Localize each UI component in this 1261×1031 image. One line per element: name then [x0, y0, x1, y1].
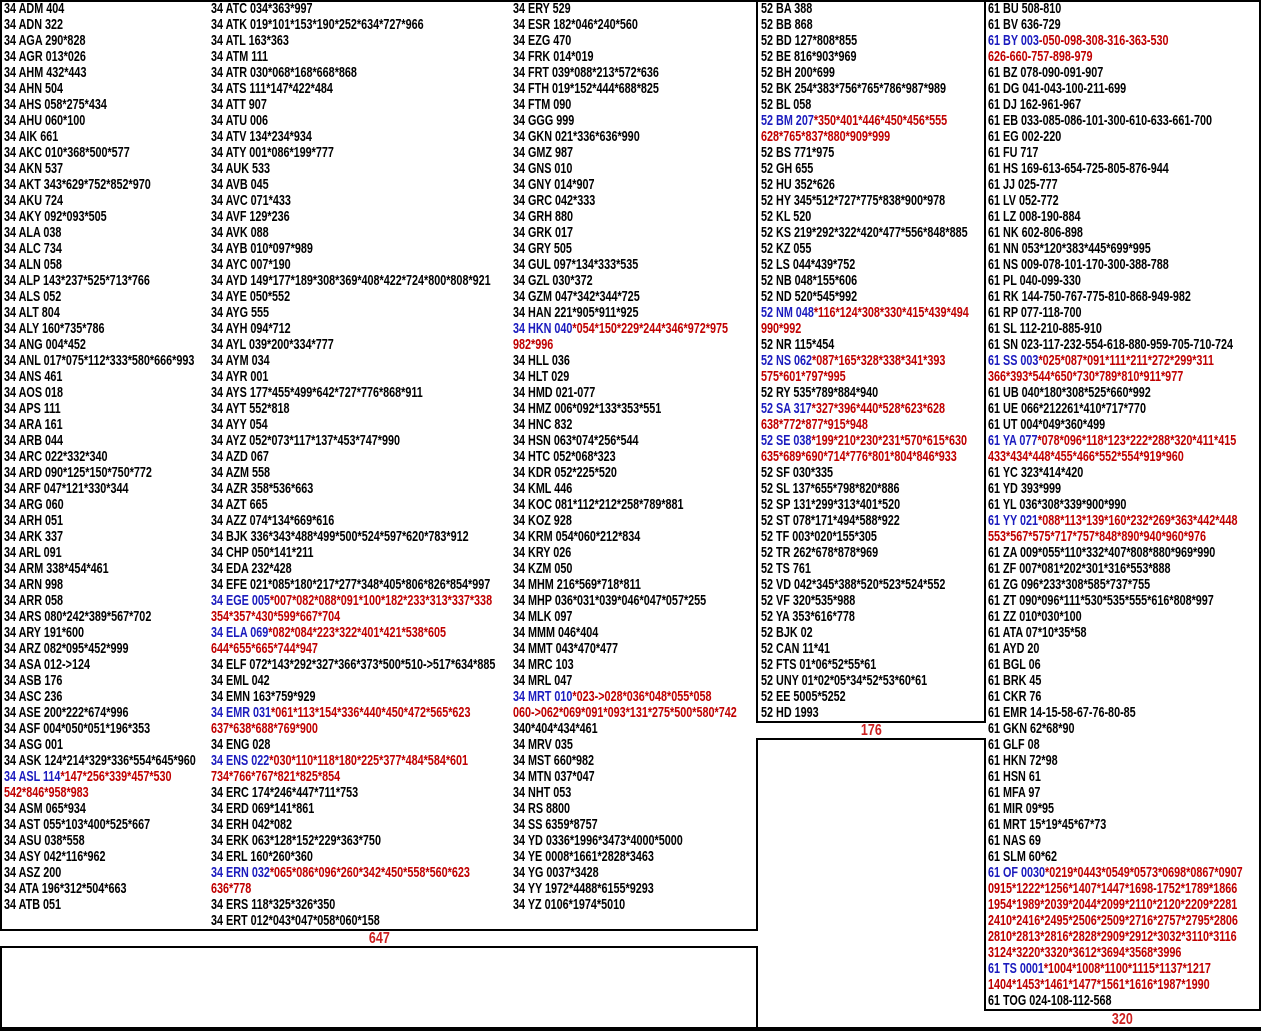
entry-line: 34 ERT 012*043*047*058*060*158 [211, 912, 380, 929]
entry-line: 34 ALY 160*735*786 [4, 320, 105, 337]
entry-line: 52 SA 317*327*396*440*528*623*628 [761, 400, 945, 417]
entry-line: 52 GH 655 [761, 160, 814, 177]
entry-line: 52 UNY 01*02*05*34*52*53*60*61 [761, 672, 928, 689]
entry-line: 34 ANS 461 [4, 368, 63, 385]
entry-line: 34 ERC 174*246*447*711*753 [211, 784, 359, 801]
entry-line: 61 HKN 72*98 [988, 752, 1058, 769]
entry-line: 34 ASM 065*934 [4, 800, 86, 817]
entry-line: 34 ATC 034*363*997 [211, 0, 313, 17]
entry-line: 34 ATU 006 [211, 112, 269, 129]
entry-line: 34 YG 0037*3428 [513, 864, 599, 881]
entry-line: 34 ELF 072*143*292*327*366*373*500*510->517*634*885 [211, 656, 496, 673]
entry-line: 2810*2813*2816*2828*2909*2912*3032*3110*3116 [988, 928, 1237, 945]
entry-line: 34 GZM 047*342*344*725 [513, 288, 640, 305]
entry-line: 52 VD 042*345*388*520*523*524*552 [761, 576, 946, 593]
entry-line: 34 AUK 533 [211, 160, 271, 177]
entry-line: 34 AYD 149*177*189*308*369*408*422*724*800*808*921 [211, 272, 491, 289]
entry-line: 61 LZ 008-190-884 [988, 208, 1081, 225]
entry-line: 61 ATA 07*10*35*58 [988, 624, 1087, 641]
entry-line: 34 FTM 090 [513, 96, 572, 113]
entry-line: 34 AYM 034 [211, 352, 270, 369]
entry-line: 34 AZR 358*536*663 [211, 480, 314, 497]
entry-line: 61 EG 002-220 [988, 128, 1062, 145]
entry-line: 34 ERH 042*082 [211, 816, 293, 833]
entry-line: 52 BL 058 [761, 96, 812, 113]
entry-line: 34 ERL 160*260*360 [211, 848, 313, 865]
entry-line: 34 AYB 010*097*989 [211, 240, 313, 257]
entry-line: 34 KOZ 928 [513, 512, 572, 529]
entry-line: 542*846*958*983 [4, 784, 89, 801]
entry-line: 34 AGA 290*828 [4, 32, 86, 49]
entry-line: 34 AKY 092*093*505 [4, 208, 107, 225]
entry-line: 52 HY 345*512*727*775*838*900*978 [761, 192, 946, 209]
entry-line: 34 AZZ 074*134*669*616 [211, 512, 335, 529]
entry-line: 34 ASB 176 [4, 672, 63, 689]
entry-line: 52 KL 520 [761, 208, 812, 225]
entry-line: 34 AST 055*103*400*525*667 [4, 816, 151, 833]
entry-line: 34 GRH 880 [513, 208, 574, 225]
entry-line: 52 NR 115*454 [761, 336, 835, 353]
entry-line: 61 YC 323*414*420 [988, 464, 1084, 481]
entry-line: 61 YY 021*088*113*139*160*232*269*363*442*448 [988, 512, 1238, 529]
entry-line: 34 KRM 054*060*212*834 [513, 528, 641, 545]
entry-line: 34 ERD 069*141*861 [211, 800, 315, 817]
entry-line: 433*434*448*455*466*552*554*919*960 [988, 448, 1184, 465]
entry-line: 2410*2416*2495*2506*2509*2716*2757*2795*2806 [988, 912, 1238, 929]
entry-line: 52 BK 254*383*756*765*786*987*989 [761, 80, 946, 97]
entry-line: 34 YD 0336*1996*3473*4000*5000 [513, 832, 683, 849]
entry-line: 61 ZG 096*233*308*585*737*755 [988, 576, 1151, 593]
entry-line: 626-660-757-898-979 [988, 48, 1093, 65]
entry-line: 34 AHS 058*275*434 [4, 96, 107, 113]
entry-line: 34 ARZ 082*095*452*999 [4, 640, 129, 657]
entry-line: 34 KOC 081*112*212*258*789*881 [513, 496, 684, 513]
entry-line: 734*766*767*821*825*854 [211, 768, 341, 785]
entry-line: 34 ALC 734 [4, 240, 62, 257]
entry-line: 34 ATK 019*101*153*190*252*634*727*966 [211, 16, 424, 33]
entry-line: 52 BD 127*808*855 [761, 32, 858, 49]
entry-line: 61 SS 003*025*087*091*111*211*272*299*311 [988, 352, 1214, 369]
entry-line: 52 ND 520*545*992 [761, 288, 858, 305]
entry-line: 34 ARR 058 [4, 592, 64, 609]
entry-line: 34 ATM 111 [211, 48, 269, 65]
entry-line: 34 ARM 338*454*461 [4, 560, 109, 577]
entry-line: 34 GZL 030*372 [513, 272, 593, 289]
entry-line: 61 CKR 76 [988, 688, 1042, 705]
entry-line: 34 MHM 216*569*718*811 [513, 576, 641, 593]
entry-line: 34 ATB 051 [4, 896, 62, 913]
entry-line: 1954*1989*2039*2044*2099*2110*2120*2209*2281 [988, 896, 1238, 913]
entry-line: 34 ATT 907 [211, 96, 267, 113]
entry-line: 34 AVB 045 [211, 176, 269, 193]
entry-line: 61 NAS 69 [988, 832, 1041, 849]
column-52 [761, 1, 969, 721]
column-34-1 [4, 1, 196, 913]
entry-line: 52 SL 137*655*798*820*886 [761, 480, 900, 497]
entry-line: 34 ALP 143*237*525*713*766 [4, 272, 150, 289]
entry-line: 52 TR 262*678*878*969 [761, 544, 879, 561]
entry-line: 34 AYE 050*552 [211, 288, 291, 305]
entry-line: 34 HKN 040*054*150*229*244*346*972*975 [513, 320, 728, 337]
entry-line: 61 MRT 15*19*45*67*73 [988, 816, 1107, 833]
entry-line: 636*778 [211, 880, 252, 897]
entry-line: 34 ENS 022*030*110*118*180*225*377*484*584*601 [211, 752, 469, 769]
entry-line: 34 ASZ 200 [4, 864, 62, 881]
entry-line: 34 AYC 007*190 [211, 256, 291, 273]
entry-line: 1404*1453*1461*1477*1561*1616*1987*1990 [988, 976, 1210, 993]
total-row-52 [756, 721, 986, 740]
entry-line: 34 ARC 022*332*340 [4, 448, 108, 465]
entry-line: 52 SE 038*199*210*230*231*570*615*630 [761, 432, 968, 449]
entry-line: 61 EMR 14-15-58-67-76-80-85 [988, 704, 1136, 721]
entry-line: 61 MFA 97 [988, 784, 1041, 801]
entry-line: 52 NB 048*155*606 [761, 272, 858, 289]
entry-line: 61 EB 033-085-086-101-300-610-633-661-700 [988, 112, 1212, 129]
entry-line: 52 NM 048*116*124*308*330*415*439*494 [761, 304, 969, 321]
entry-line: 34 ASA 012->124 [4, 656, 90, 673]
entry-line: 34 ASE 200*222*674*996 [4, 704, 129, 721]
entry-line: 34 MTN 037*047 [513, 768, 595, 785]
entry-line: 34 MRC 103 [513, 656, 574, 673]
entry-line: 61 HSN 61 [988, 768, 1041, 785]
entry-line: 34 GUL 097*134*333*535 [513, 256, 639, 273]
entry-line: 34 ARY 191*600 [4, 624, 85, 641]
entry-line: 34 FRT 039*088*213*572*636 [513, 64, 659, 81]
entry-line: 34 ATA 196*312*504*663 [4, 880, 127, 897]
entry-line: 644*655*665*744*947 [211, 640, 318, 657]
bottom-border [0, 1027, 1261, 1031]
entry-line: 34 GRK 017 [513, 224, 574, 241]
entry-line: 34 ERY 529 [513, 0, 571, 17]
entry-line: 34 ATS 111*147*422*484 [211, 80, 333, 97]
entry-line: 34 ARH 051 [4, 512, 64, 529]
entry-line: 553*567*575*717*757*848*890*940*960*976 [988, 528, 1207, 545]
entry-line: 34 RS 8800 [513, 800, 571, 817]
entry-line: 34 GNS 010 [513, 160, 573, 177]
entry-line: 34 ERS 118*325*326*350 [211, 896, 336, 913]
entry-line: 34 AYH 094*712 [211, 320, 291, 337]
entry-line: 34 AKT 343*629*752*852*970 [4, 176, 151, 193]
entry-line: 34 ANG 004*452 [4, 336, 86, 353]
entry-line: 61 NS 009-078-101-170-300-388-788 [988, 256, 1169, 273]
entry-line: 34 MMT 043*470*477 [513, 640, 619, 657]
entry-line: 34 ESR 182*046*240*560 [513, 16, 638, 33]
entry-line: 61 NK 602-806-898 [988, 224, 1083, 241]
entry-line: 34 FRK 014*019 [513, 48, 594, 65]
entry-line: 34 ARB 044 [4, 432, 64, 449]
entry-line: 34 AHM 432*443 [4, 64, 87, 81]
entry-line: 61 DG 041-043-100-211-699 [988, 80, 1127, 97]
entry-line: 34 NHT 053 [513, 784, 572, 801]
entry-line: 34 KZM 050 [513, 560, 573, 577]
entry-line: 61 UT 004*049*360*499 [988, 416, 1106, 433]
entry-line: 34 ANL 017*075*112*333*580*666*993 [4, 352, 195, 369]
entry-line: 61 SL 112-210-885-910 [988, 320, 1102, 337]
entry-line: 34 MLK 097 [513, 608, 573, 625]
entry-line: 61 ZA 009*055*110*332*407*808*880*969*990 [988, 544, 1216, 561]
entry-line: 34 HSN 063*074*256*544 [513, 432, 639, 449]
entry-line: 52 KS 219*292*322*420*477*556*848*885 [761, 224, 968, 241]
total-row-61 [984, 1009, 1261, 1027]
entry-line: 61 ZT 090*096*111*530*535*555*616*808*997 [988, 592, 1214, 609]
entry-line: 61 JJ 025-777 [988, 176, 1058, 193]
entry-line: 34 AZT 665 [211, 496, 268, 513]
entry-line: 52 BM 207*350*401*446*450*456*555 [761, 112, 948, 129]
entry-line: 34 GKN 021*336*636*990 [513, 128, 640, 145]
entry-line: 34 ADM 404 [4, 0, 65, 17]
entry-line: 34 AKU 724 [4, 192, 64, 209]
entry-line: 61 YD 393*999 [988, 480, 1062, 497]
entry-line: 61 OF 0030*0219*0443*0549*0573*0698*0867*0907 [988, 864, 1243, 881]
entry-line: 34 AZM 558 [211, 464, 271, 481]
entry-line: 34 ADN 322 [4, 16, 64, 33]
entry-line: 52 TF 003*020*155*305 [761, 528, 877, 545]
entry-line: 61 SN 023-117-232-554-618-880-959-705-710-724 [988, 336, 1233, 353]
entry-line: 34 ARG 060 [4, 496, 64, 513]
total-count-52: 176 [860, 722, 882, 739]
entry-line: 34 AYG 555 [211, 304, 270, 321]
entry-line: 34 YZ 0106*1974*5010 [513, 896, 626, 913]
entry-line: 52 TS 761 [761, 560, 811, 577]
entry-line: 61 YL 036*308*339*900*990 [988, 496, 1127, 513]
entry-line: 34 AHU 060*100 [4, 112, 86, 129]
entry-line: 61 UB 040*180*308*525*660*992 [988, 384, 1151, 401]
entry-line: 34 AHN 504 [4, 80, 64, 97]
entry-line: 34 ARL 091 [4, 544, 62, 561]
entry-line: 52 SF 030*335 [761, 464, 834, 481]
entry-line: 34 ALA 038 [4, 224, 62, 241]
entry-line: 34 AGR 013*026 [4, 48, 86, 65]
entry-line: 982*996 [513, 336, 554, 353]
entry-line: 61 BRK 45 [988, 672, 1042, 689]
entry-line: 354*357*430*599*667*704 [211, 608, 341, 625]
entry-line: 34 KRY 026 [513, 544, 572, 561]
entry-line: 34 MRV 035 [513, 736, 573, 753]
entry-line: 52 BE 816*903*969 [761, 48, 857, 65]
entry-line: 34 ARA 161 [4, 416, 63, 433]
entry-line: 34 GRY 505 [513, 240, 572, 257]
entry-line: 34 AYS 177*455*499*642*727*776*868*911 [211, 384, 423, 401]
entry-line: 61 TS 0001*1004*1008*1100*1115*1137*1217 [988, 960, 1211, 977]
entry-line: 34 AIK 661 [4, 128, 59, 145]
entry-line: 34 ATR 030*068*168*668*868 [211, 64, 357, 81]
entry-line: 34 AOS 018 [4, 384, 64, 401]
entry-line: 34 ATL 163*363 [211, 32, 289, 49]
entry-line: 52 BH 200*699 [761, 64, 835, 81]
entry-line: 34 ALT 804 [4, 304, 60, 321]
entry-line: 52 BA 388 [761, 0, 813, 17]
entry-line: 34 ERN 032*065*086*096*260*342*450*558*560*623 [211, 864, 470, 881]
entry-line: 34 AYR 001 [211, 368, 269, 385]
entry-line: 34 HMD 021-077 [513, 384, 596, 401]
entry-line: 34 ARK 337 [4, 528, 64, 545]
entry-line: 61 YA 077*078*096*118*123*222*288*320*411*415 [988, 432, 1237, 449]
total-count-34: 647 [368, 930, 390, 947]
entry-line: 34 HNC 832 [513, 416, 573, 433]
entry-line: 52 HU 352*626 [761, 176, 835, 193]
entry-line: 34 AYL 039*200*334*777 [211, 336, 334, 353]
entry-line: 52 ST 078*171*494*588*922 [761, 512, 900, 529]
entry-line: 34 GNY 014*907 [513, 176, 595, 193]
entry-line: 61 NN 053*120*383*445*699*995 [988, 240, 1151, 257]
entry-line: 61 SLM 60*62 [988, 848, 1058, 865]
entry-line: 34 GRC 042*333 [513, 192, 596, 209]
entry-line: 34 ALS 052 [4, 288, 62, 305]
entry-line: 34 AVK 088 [211, 224, 269, 241]
entry-line: 61 ZZ 010*030*100 [988, 608, 1082, 625]
entry-line: 52 VF 320*535*988 [761, 592, 856, 609]
entry-line: 52 SP 131*299*313*401*520 [761, 496, 901, 513]
entry-line: 34 AKN 537 [4, 160, 64, 177]
entry-line: 34 AYT 552*818 [211, 400, 290, 417]
entry-line: 52 KZ 055 [761, 240, 812, 257]
entry-line: 34 HMZ 006*092*133*353*551 [513, 400, 662, 417]
entry-line: 34 EML 042 [211, 672, 270, 689]
entry-line: 52 BS 771*975 [761, 144, 835, 161]
entry-line: 575*601*797*995 [761, 368, 846, 385]
entry-line: 34 ASG 001 [4, 736, 64, 753]
entry-line: 34 BJK 336*343*488*499*500*524*597*620*783*912 [211, 528, 469, 545]
total-row-34 [0, 929, 758, 948]
entry-line: 52 EE 5005*5252 [761, 688, 846, 705]
entry-line: 61 ZF 007*081*202*301*316*553*888 [988, 560, 1171, 577]
entry-line: 52 YA 353*616*778 [761, 608, 855, 625]
entry-line: 52 BJK 02 [761, 624, 813, 641]
entry-line: 34 ARF 047*121*330*344 [4, 480, 129, 497]
entry-line: 34 MRT 010*023->028*036*048*055*058 [513, 688, 712, 705]
entry-line: 61 GLF 08 [988, 736, 1040, 753]
entry-line: 52 NS 062*087*165*328*338*341*393 [761, 352, 946, 369]
entry-line: 61 HS 169-613-654-725-805-876-944 [988, 160, 1169, 177]
entry-line: 34 CHP 050*141*211 [211, 544, 314, 561]
entry-line: 52 BB 868 [761, 16, 813, 33]
entry-line: 34 APS 111 [4, 400, 61, 417]
entry-line: 34 HLL 036 [513, 352, 570, 369]
entry-line: 52 LS 044*439*752 [761, 256, 856, 273]
entry-line: 34 ATV 134*234*934 [211, 128, 312, 145]
entry-line: 34 EMR 031*061*113*154*336*440*450*472*565*623 [211, 704, 471, 721]
entry-line: 0915*1222*1256*1407*1447*1698-1752*1789*1866 [988, 880, 1238, 897]
entry-line: 52 CAN 11*41 [761, 640, 831, 657]
entry-line: 34 ASF 004*050*051*196*353 [4, 720, 151, 737]
entry-line: 34 MHP 036*031*039*046*047*057*255 [513, 592, 707, 609]
entry-line: 34 ATY 001*086*199*777 [211, 144, 334, 161]
entry-line: 61 MIR 09*95 [988, 800, 1055, 817]
entry-line: 61 PL 040-099-330 [988, 272, 1081, 289]
entry-line: 34 ASK 124*214*329*336*554*645*960 [4, 752, 196, 769]
entry-line: 61 AYD 20 [988, 640, 1040, 657]
entry-line: 34 HLT 029 [513, 368, 570, 385]
entry-line: 34 ASY 042*116*962 [4, 848, 106, 865]
entry-line: 34 EMN 163*759*929 [211, 688, 316, 705]
entry-line: 61 UE 066*212261*410*717*770 [988, 400, 1146, 417]
entry-line: 340*404*434*461 [513, 720, 598, 737]
entry-line: 61 RP 077-118-700 [988, 304, 1082, 321]
entry-line: 34 AKC 010*368*500*577 [4, 144, 130, 161]
entry-line: 34 ARS 080*242*389*567*702 [4, 608, 152, 625]
entry-line: 34 ENG 028 [211, 736, 271, 753]
entry-line: 34 AYY 054 [211, 416, 268, 433]
entry-line: 34 ASL 114*147*256*339*457*530 [4, 768, 172, 785]
entry-line: 34 ARD 090*125*150*750*772 [4, 464, 152, 481]
column-61 [988, 1, 1243, 1009]
entry-line: 34 ASU 038*558 [4, 832, 85, 849]
entry-line: 34 EGE 005*007*082*088*091*100*182*233*313*337*338 [211, 592, 493, 609]
entry-line: 637*638*688*769*900 [211, 720, 318, 737]
entry-line: 34 KDR 052*225*520 [513, 464, 617, 481]
entry-line: 61 TOG 024-108-112-568 [988, 992, 1112, 1009]
entry-line: 060->062*069*091*093*131*275*500*580*742 [513, 704, 737, 721]
entry-line: 34 GGG 999 [513, 112, 575, 129]
entry-line: 635*689*690*714*776*801*804*846*933 [761, 448, 957, 465]
entry-line: 34 AYZ 052*073*117*137*453*747*990 [211, 432, 400, 449]
entry-line: 638*772*877*915*948 [761, 416, 868, 433]
entry-line: 34 AVF 129*236 [211, 208, 290, 225]
entry-line: 61 GKN 62*68*90 [988, 720, 1075, 737]
entry-line: 3124*3220*3320*3612*3694*3568*3996 [988, 944, 1182, 961]
entry-line: 34 ELA 069*082*084*223*322*401*421*538*605 [211, 624, 447, 641]
entry-line: 34 MRL 047 [513, 672, 573, 689]
entry-line: 52 FTS 01*06*52*55*61 [761, 656, 877, 673]
entry-line: 34 ARN 998 [4, 576, 64, 593]
entry-line: 34 KML 446 [513, 480, 573, 497]
entry-line: 34 EFE 021*085*180*217*277*348*405*806*826*854*997 [211, 576, 491, 593]
entry-line: 34 EDA 232*428 [211, 560, 292, 577]
entry-line: 34 YE 0008*1661*2828*3463 [513, 848, 654, 865]
entry-line: 34 ALN 058 [4, 256, 62, 273]
entry-line: 61 BY 003-050-098-308-316-363-530 [988, 32, 1169, 49]
column-34-2 [211, 1, 495, 929]
entry-line: 61 LV 052-772 [988, 192, 1059, 209]
entry-line: 34 ASC 236 [4, 688, 63, 705]
entry-line: 990*992 [761, 320, 802, 337]
entry-line: 34 MST 660*982 [513, 752, 595, 769]
entry-line: 61 BGL 06 [988, 656, 1041, 673]
entry-line: 34 AVC 071*433 [211, 192, 291, 209]
entry-line: 61 DJ 162-961-967 [988, 96, 1082, 113]
entry-line: 61 BU 508-810 [988, 0, 1062, 17]
entry-line: 34 HAN 221*905*911*925 [513, 304, 639, 321]
entry-line: 34 EZG 470 [513, 32, 572, 49]
entry-line: 34 GMZ 987 [513, 144, 574, 161]
entry-line: 34 AZD 067 [211, 448, 269, 465]
entry-line: 61 FU 717 [988, 144, 1039, 161]
entry-line: 61 RK 144-750-767-775-810-868-949-982 [988, 288, 1191, 305]
entry-line: 52 RY 535*789*884*940 [761, 384, 879, 401]
entry-line: 61 BV 636-729 [988, 16, 1061, 33]
entry-line: 34 ERK 063*128*152*229*363*750 [211, 832, 381, 849]
entry-line: 34 FTH 019*152*444*688*825 [513, 80, 659, 97]
total-count-61: 320 [1112, 1010, 1133, 1028]
column-34-3 [513, 1, 737, 913]
entry-line: 628*765*837*880*909*999 [761, 128, 891, 145]
entry-line: 34 HTC 052*068*323 [513, 448, 616, 465]
entry-line: 366*393*544*650*730*789*810*911*977 [988, 368, 1184, 385]
entry-line: 34 YY 1972*4488*6155*9293 [513, 880, 654, 897]
entry-line: 34 SS 6359*8757 [513, 816, 598, 833]
entry-line: 34 MMM 046*404 [513, 624, 599, 641]
entry-line: 52 HD 1993 [761, 704, 819, 721]
entry-line: 61 BZ 078-090-091-907 [988, 64, 1104, 81]
